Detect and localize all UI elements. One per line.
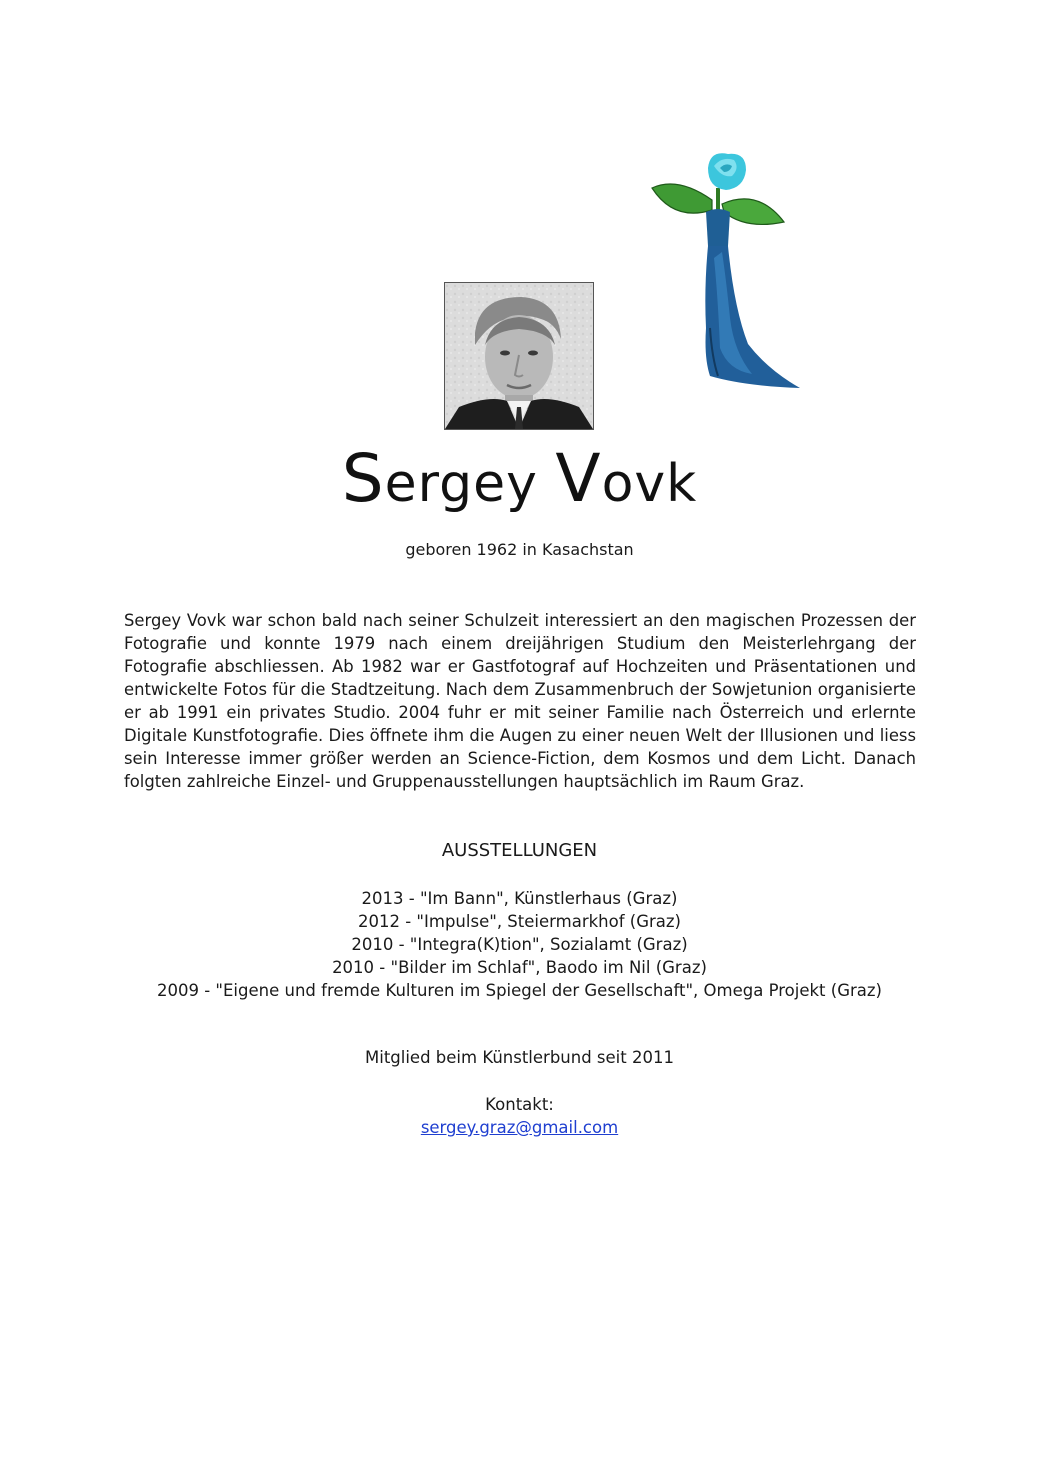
email-link[interactable]: sergey.graz@gmail.com [420,1118,619,1137]
membership-info: Mitglied beim Künstlerbund seit 2011 [365,1048,674,1067]
rose-figure-illustration [648,148,808,393]
exhibitions-list [0,887,1039,1002]
exhibition-item: 2010 - "Integra(K)tion", Sozialamt (Graz) [351,935,688,954]
portrait-photo [444,282,594,430]
last-name-rest: ovk [601,454,698,514]
exhibition-item: 2013 - "Im Bann", Künstlerhaus (Graz) [361,889,678,908]
rose-dress-icon [648,148,808,393]
exhibitions-heading: AUSSTELLUNGEN [441,840,598,861]
last-initial: V [555,440,602,517]
contact-email [0,1118,1039,1137]
first-initial: S [341,440,385,517]
exhibition-item: 2010 - "Bilder im Schlaf", Baodo im Nil (Graz) [332,958,707,977]
contact-label: Kontakt: [485,1095,554,1114]
portrait-image [445,283,593,429]
birth-info: geboren 1962 in Kasachstan [405,540,634,559]
exhibition-item: 2009 - "Eigene und fremde Kulturen im Spiegel der Gesellschaft", Omega Projekt (Graz) [156,981,882,1000]
first-name-rest: ergey [384,454,538,514]
exhibition-item: 2012 - "Impulse", Steiermarkhof (Graz) [358,912,681,931]
page-title [0,440,1039,517]
biography-paragraph: Sergey Vovk war schon bald nach seiner Schulzeit interessiert an den magischen Prozessen der Fotografie und konnte 1979 nach einem dreijährigen Studium den Meisterlehrgang der Fotografie abschliessen. Ab 1982 war er Gastfotograf auf Hochzeiten und Präsentationen und entwickelte Fotos für die Stadtzeitung. Nach dem Zusammenbruch der Sowjetunion organisierte er ab 1991 ein privates Studio. 2004 fuhr er mit seiner Familie nach Österreich und erlernte Digitale Kunstfotografie. Dies öffnete ihm die Augen zu einer neuen Welt der Illusionen und liess sein Interesse immer größer werden an Science-Fiction, dem Kosmos und dem Licht. Danach folgten zahlreiche Einzel- und Gruppenausstellungen hauptsächlich im Raum Graz. [124,611,916,791]
